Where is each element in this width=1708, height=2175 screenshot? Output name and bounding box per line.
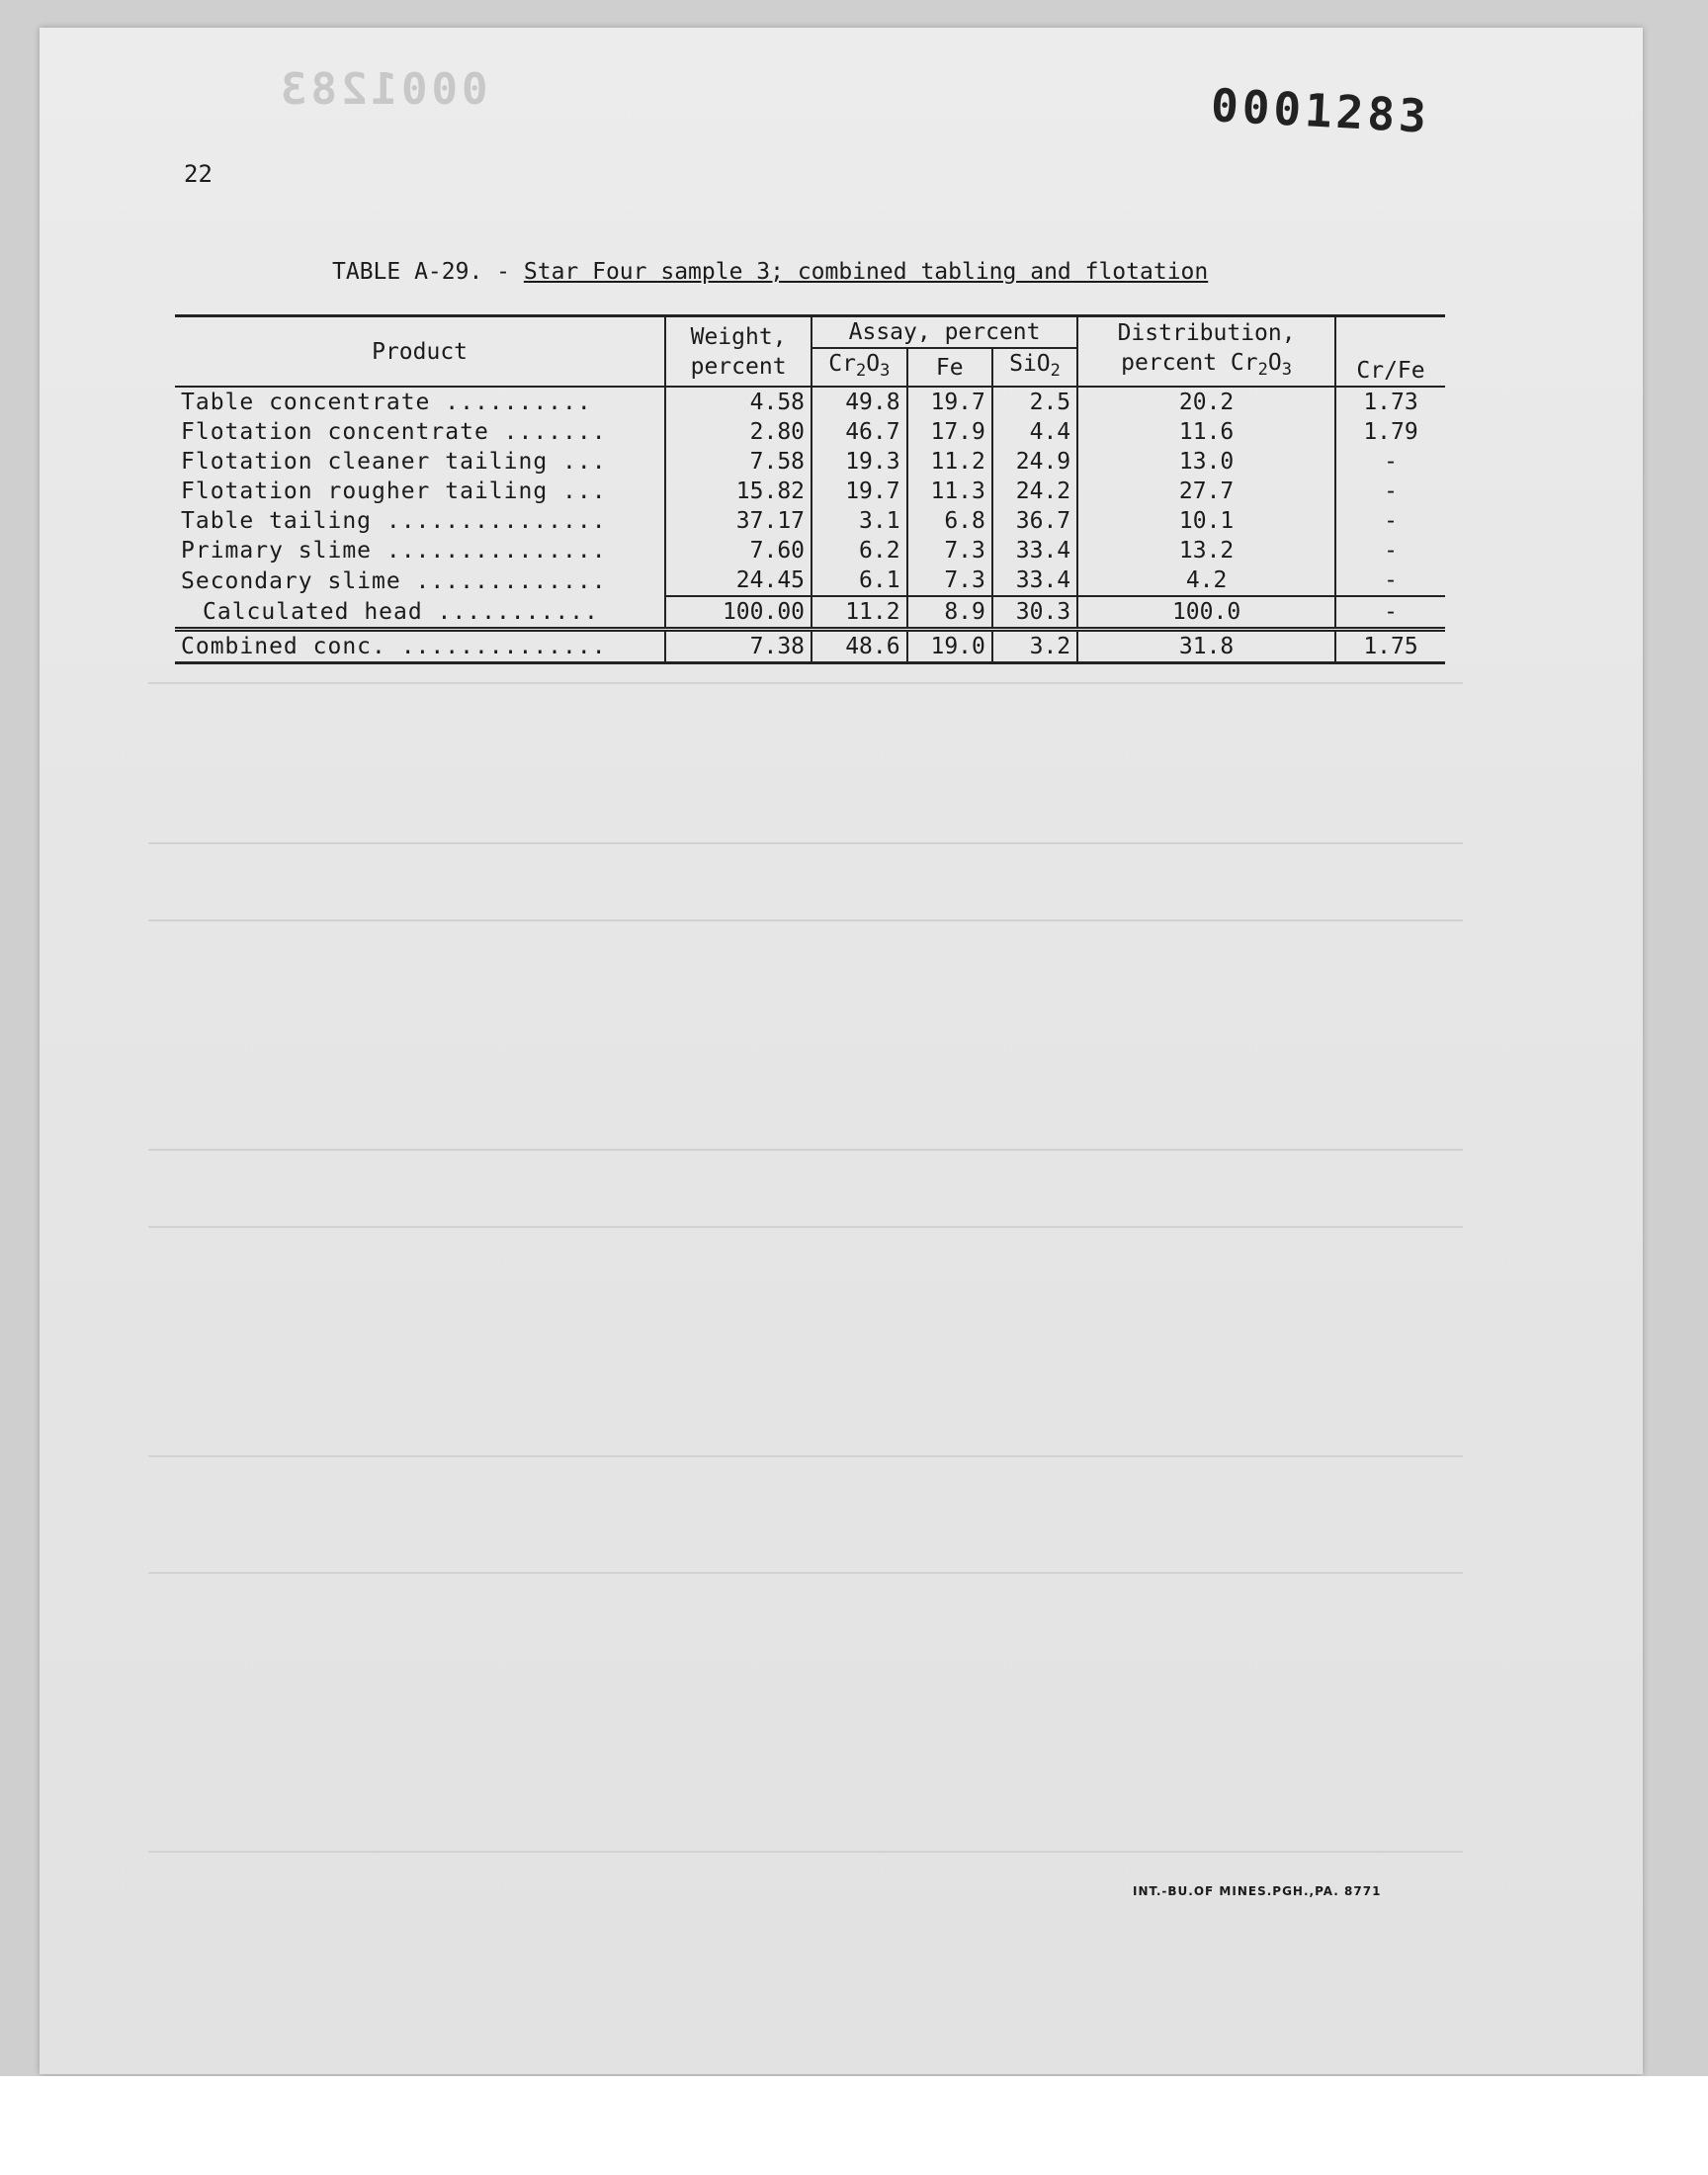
row-fe: 7.3 <box>907 536 992 566</box>
row-crfe: - <box>1335 566 1445 596</box>
row-sio2: 30.3 <box>992 596 1077 630</box>
results-table <box>175 314 1445 664</box>
row-crfe: 1.73 <box>1335 387 1445 417</box>
row-crfe: - <box>1335 536 1445 566</box>
row-fe: 19.7 <box>907 387 992 417</box>
row-product: Flotation rougher tailing ... <box>181 478 607 504</box>
row-crfe: 1.79 <box>1335 417 1445 447</box>
header-weight: Weight, percent <box>665 316 811 388</box>
row-fe: 8.9 <box>907 596 992 630</box>
row-weight: 37.17 <box>665 506 811 536</box>
row-distribution: 31.8 <box>1077 630 1335 663</box>
document-number: 0001283 <box>1209 78 1432 143</box>
row-fe: 17.9 <box>907 417 992 447</box>
footer-imprint: INT.-BU.OF MINES.PGH.,PA. 8771 <box>1133 1884 1382 1898</box>
table-row <box>175 387 1445 417</box>
row-sio2: 4.4 <box>992 417 1077 447</box>
row-distribution: 27.7 <box>1077 477 1335 506</box>
row-weight: 24.45 <box>665 566 811 596</box>
row-weight: 7.58 <box>665 447 811 477</box>
row-distribution: 10.1 <box>1077 506 1335 536</box>
header-cr2o3: $Cr_2O_3$ <box>811 348 907 387</box>
combined-row <box>175 630 1445 663</box>
header-crfe: Cr/Fe <box>1335 316 1445 388</box>
row-weight: 7.38 <box>665 630 811 663</box>
bleed-through-table <box>148 1226 1463 1457</box>
row-sio2: 3.2 <box>992 630 1077 663</box>
calculated-head-row <box>175 596 1445 630</box>
row-fe: 7.3 <box>907 566 992 596</box>
row-cr2o3: 19.3 <box>811 447 907 477</box>
row-crfe: - <box>1335 447 1445 477</box>
table-row <box>175 506 1445 536</box>
header-fe: Fe <box>907 348 992 387</box>
bleed-through-table <box>148 1572 1463 1853</box>
row-product: Combined conc. .............. <box>175 630 665 663</box>
header-distribution <box>1077 316 1335 388</box>
row-fe: 19.0 <box>907 630 992 663</box>
row-cr2o3: 48.6 <box>811 630 907 663</box>
header-distribution-label: Distribution, percent $Cr_2O_3$ <box>1117 320 1296 380</box>
row-weight: 7.60 <box>665 536 811 566</box>
table-row <box>175 477 1445 506</box>
row-crfe: - <box>1335 477 1445 506</box>
row-product: Table concentrate .......... <box>181 390 592 415</box>
row-weight: 4.58 <box>665 387 811 417</box>
row-cr2o3: 3.1 <box>811 506 907 536</box>
row-product: Calculated head ........... <box>203 598 599 625</box>
row-product: Flotation cleaner tailing ... <box>181 449 607 475</box>
bleed-through-number: 0001283 <box>277 64 488 115</box>
row-cr2o3: 11.2 <box>811 596 907 630</box>
bleed-through-table <box>148 919 1463 1151</box>
header-sio2: SiO$_2$ <box>992 348 1077 387</box>
scan-margin <box>0 2076 1708 2175</box>
row-sio2: 33.4 <box>992 536 1077 566</box>
row-product: Secondary slime ............. <box>181 567 607 594</box>
row-fe: 11.2 <box>907 447 992 477</box>
table-row <box>175 536 1445 566</box>
header-product: Product <box>175 316 665 388</box>
row-distribution: 20.2 <box>1077 387 1335 417</box>
row-weight: 2.80 <box>665 417 811 447</box>
row-weight: 15.82 <box>665 477 811 506</box>
row-crfe: - <box>1335 506 1445 536</box>
page-number: 22 <box>184 160 213 188</box>
row-product: Table tailing ............... <box>181 508 607 534</box>
row-product: Primary slime ............... <box>181 538 607 564</box>
row-sio2: 33.4 <box>992 566 1077 596</box>
row-distribution: 100.0 <box>1077 596 1335 630</box>
row-fe: 11.3 <box>907 477 992 506</box>
row-fe: 6.8 <box>907 506 992 536</box>
row-sio2: 2.5 <box>992 387 1077 417</box>
row-crfe: 1.75 <box>1335 630 1445 663</box>
bleed-through-table <box>148 682 1463 844</box>
table-row <box>175 447 1445 477</box>
row-cr2o3: 19.7 <box>811 477 907 506</box>
row-distribution: 11.6 <box>1077 417 1335 447</box>
row-sio2: 24.9 <box>992 447 1077 477</box>
row-cr2o3: 46.7 <box>811 417 907 447</box>
header-assay: Assay, percent <box>811 316 1077 349</box>
row-product: Flotation concentrate ....... <box>181 419 607 445</box>
row-cr2o3: 6.2 <box>811 536 907 566</box>
row-distribution: 13.2 <box>1077 536 1335 566</box>
row-cr2o3: 6.1 <box>811 566 907 596</box>
row-sio2: 36.7 <box>992 506 1077 536</box>
table-row <box>175 566 1445 596</box>
row-distribution: 13.0 <box>1077 447 1335 477</box>
table-title-main: Star Four sample 3; combined tabling and flotation <box>523 259 1209 285</box>
row-weight: 100.00 <box>665 596 811 630</box>
row-crfe: - <box>1335 596 1445 630</box>
row-sio2: 24.2 <box>992 477 1077 506</box>
row-cr2o3: 49.8 <box>811 387 907 417</box>
row-distribution: 4.2 <box>1077 566 1335 596</box>
table-title-prefix: TABLE A-29. - <box>332 259 524 285</box>
table-row <box>175 417 1445 447</box>
table-title <box>332 259 1208 285</box>
